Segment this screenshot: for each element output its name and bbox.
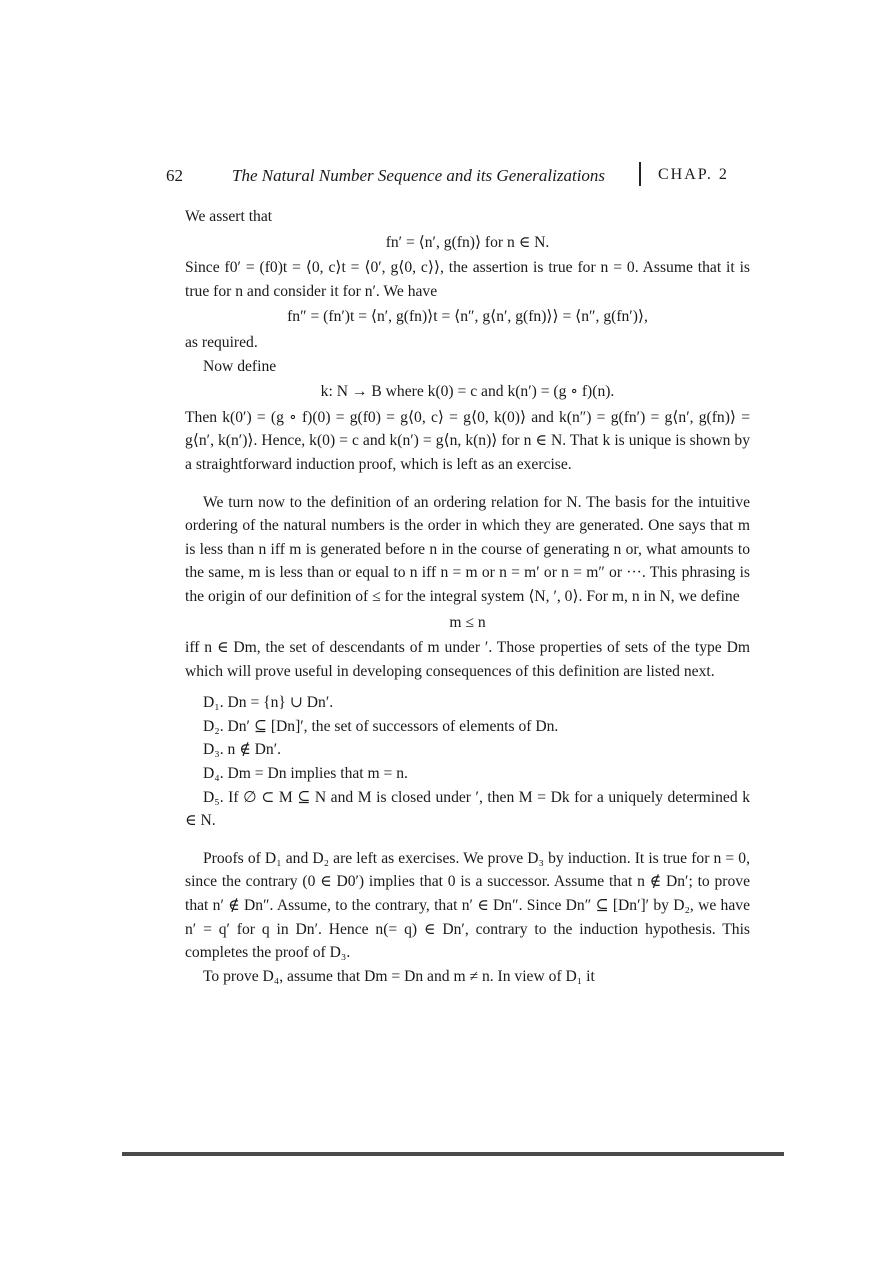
paragraph: Then k(0′) = (g ∘ f)(0) = g(f0) = g⟨0, c⟩ = g⟨0, k(0)⟩ and k(n″) = g(fn′) = g⟨n′, g(fn)⟩ = g⟨n′, k(n′)⟩. Hence, k(0) = c and k(n′) = g⟨n, k(n)⟩ for n ∈ N. That k is unique is shown by a straightforward induction proof, which is left as an exercise. [185, 408, 750, 473]
paragraph: Proofs of D₁ and D₂ are left as exercises. We prove D₃ by induction. It is true for n = 0, since the contrary (0 ∈ D0′) implies that 0 is a successor. Assume that n ∉ Dn′; to prove that n′ ∉ Dn″. Assume, to the contrary, that n′ ∈ Dn″. Since Dn″ ⊆ [Dn′]′ by D₂, we have n′ = q′ for q in Dn′. Hence n(= q) ∈ Dn′, contrary to the induction hypothesis. This completes the proof of D₃. [185, 849, 750, 962]
list-item: D₄. Dm = Dn implies that m = n. [203, 765, 408, 783]
display-equation: m ≤ n [449, 613, 486, 631]
paragraph: as required. [185, 333, 258, 351]
paragraph: We turn now to the definition of an ordering relation for N. The basis for the intuitive ordering of the natural numbers is the order in which they are generated. One says that m is less than n iff m is generated before n in the course of generating n or, what amounts to the same, m is less than or equal to n iff n = m or n = m′ or n = m″ or ···. This phrasing is the origin of our definition of ≤ for the integral system ⟨N, ′, 0⟩. For m, n in N, we define [185, 493, 750, 605]
paragraph: Since f0′ = (f0)t = ⟨0, c⟩t = ⟨0′, g⟨0, c⟩⟩, the assertion is true for n = 0. Assume that it is true for n and consider it for n′. We have [185, 259, 750, 300]
list-item: D₁. Dn = {n} ∪ Dn′. [203, 694, 334, 712]
header-divider [639, 162, 641, 186]
paragraph: Now define [203, 357, 277, 375]
display-equation: k: N → B where k(0) = c and k(n′) = (g ∘ f)(n). [320, 383, 615, 401]
display-equation: fn″ = (fn′)t = ⟨n′, g(fn)⟩t = ⟨n″, g⟨n′, g(fn)⟩⟩ = ⟨n″, g(fn′)⟩, [287, 308, 648, 326]
bottom-rule [122, 1152, 784, 1156]
running-title: The Natural Number Sequence and its Generalizations [232, 166, 606, 185]
list-item: D₂. Dn′ ⊆ [Dn]′, the set of successors of elements of Dn. [203, 717, 559, 735]
paragraph: To prove D₄, assume that Dm = Dn and m ≠ n. In view of D₁ it [203, 967, 595, 985]
display-equation: fn′ = ⟨n′, g(fn)⟩ for n ∈ N. [385, 233, 550, 251]
paragraph: iff n ∈ Dm, the set of descendants of m under ′. Those properties of sets of the type Dm which will prove useful in developing consequences of this definition are listed next. [185, 639, 750, 680]
page-number: 62 [166, 166, 183, 185]
list-item: D₅. If ∅ ⊂ M ⊆ N and M is closed under ′, then M = Dk for a uniquely determined k ∈ N. [185, 788, 750, 830]
running-header [166, 166, 736, 192]
paragraph: We assert that [185, 208, 273, 225]
chapter-label: CHAP. 2 [658, 166, 729, 183]
list-item: D₃. n ∉ Dn′. [203, 741, 281, 759]
page-body [185, 205, 750, 988]
